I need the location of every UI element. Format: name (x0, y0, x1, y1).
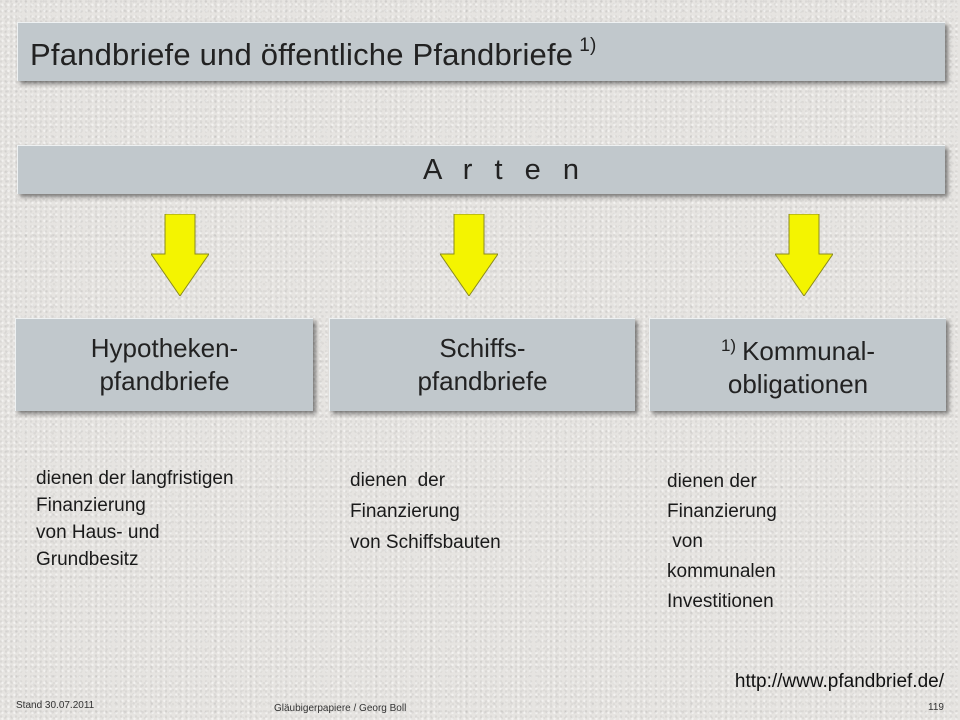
category-box-kommunalobligationen (649, 318, 946, 411)
description-line: dienen der (350, 470, 446, 491)
page-title (30, 35, 597, 73)
category-title-line: pfandbriefe (417, 366, 548, 396)
down-arrow-icon (440, 214, 498, 296)
description-line: Finanzierung (350, 501, 460, 522)
title-bar (17, 22, 945, 81)
source-link[interactable]: http://www.pfandbrief.de/ (734, 671, 944, 692)
description-line: kommunalen (667, 561, 776, 582)
page-number: 119 (928, 702, 944, 713)
category-footnote: 1) (720, 336, 737, 355)
description-line: dienen der langfristigen (36, 468, 234, 489)
category-title-text: Kommunal- (742, 336, 876, 366)
section-heading-bar (17, 145, 945, 194)
category-title-line: obligationen (727, 369, 869, 399)
down-arrow-icon (775, 214, 833, 296)
description-line: von (667, 531, 703, 552)
description-line: Grundbesitz (36, 549, 139, 570)
category-title-line: Schiffs- (439, 333, 526, 363)
description-line: Finanzierung (667, 501, 777, 522)
description-line: Investitionen (667, 591, 774, 612)
description-line: von Schiffsbauten (350, 532, 501, 553)
description-kommunalobligationen (667, 467, 777, 617)
section-heading: A r t e n (423, 154, 586, 186)
category-title-line (721, 329, 875, 368)
description-hypothekenpfandbriefe (36, 465, 234, 573)
category-title-line: pfandbriefe (99, 366, 230, 396)
footer-source: Gläubigerpapiere / Georg Boll (274, 703, 407, 714)
category-box-schiffspfandbriefe (329, 318, 635, 411)
description-line: von Haus- und (36, 522, 160, 543)
category-title (91, 332, 238, 398)
category-title (417, 332, 547, 398)
category-title (721, 329, 875, 401)
footer-date: Stand 30.07.2011 (16, 700, 95, 711)
down-arrow-icon (151, 214, 209, 296)
category-title-line: Hypotheken- (90, 333, 239, 363)
description-line: Finanzierung (36, 495, 146, 516)
description-schiffspfandbriefe (350, 465, 501, 558)
page-title-text: Pfandbriefe und öffentliche Pfandbriefe (30, 37, 574, 72)
category-box-hypothekenpfandbriefe (15, 318, 313, 411)
description-line: dienen der (667, 471, 757, 492)
title-footnote: 1) (579, 35, 597, 56)
